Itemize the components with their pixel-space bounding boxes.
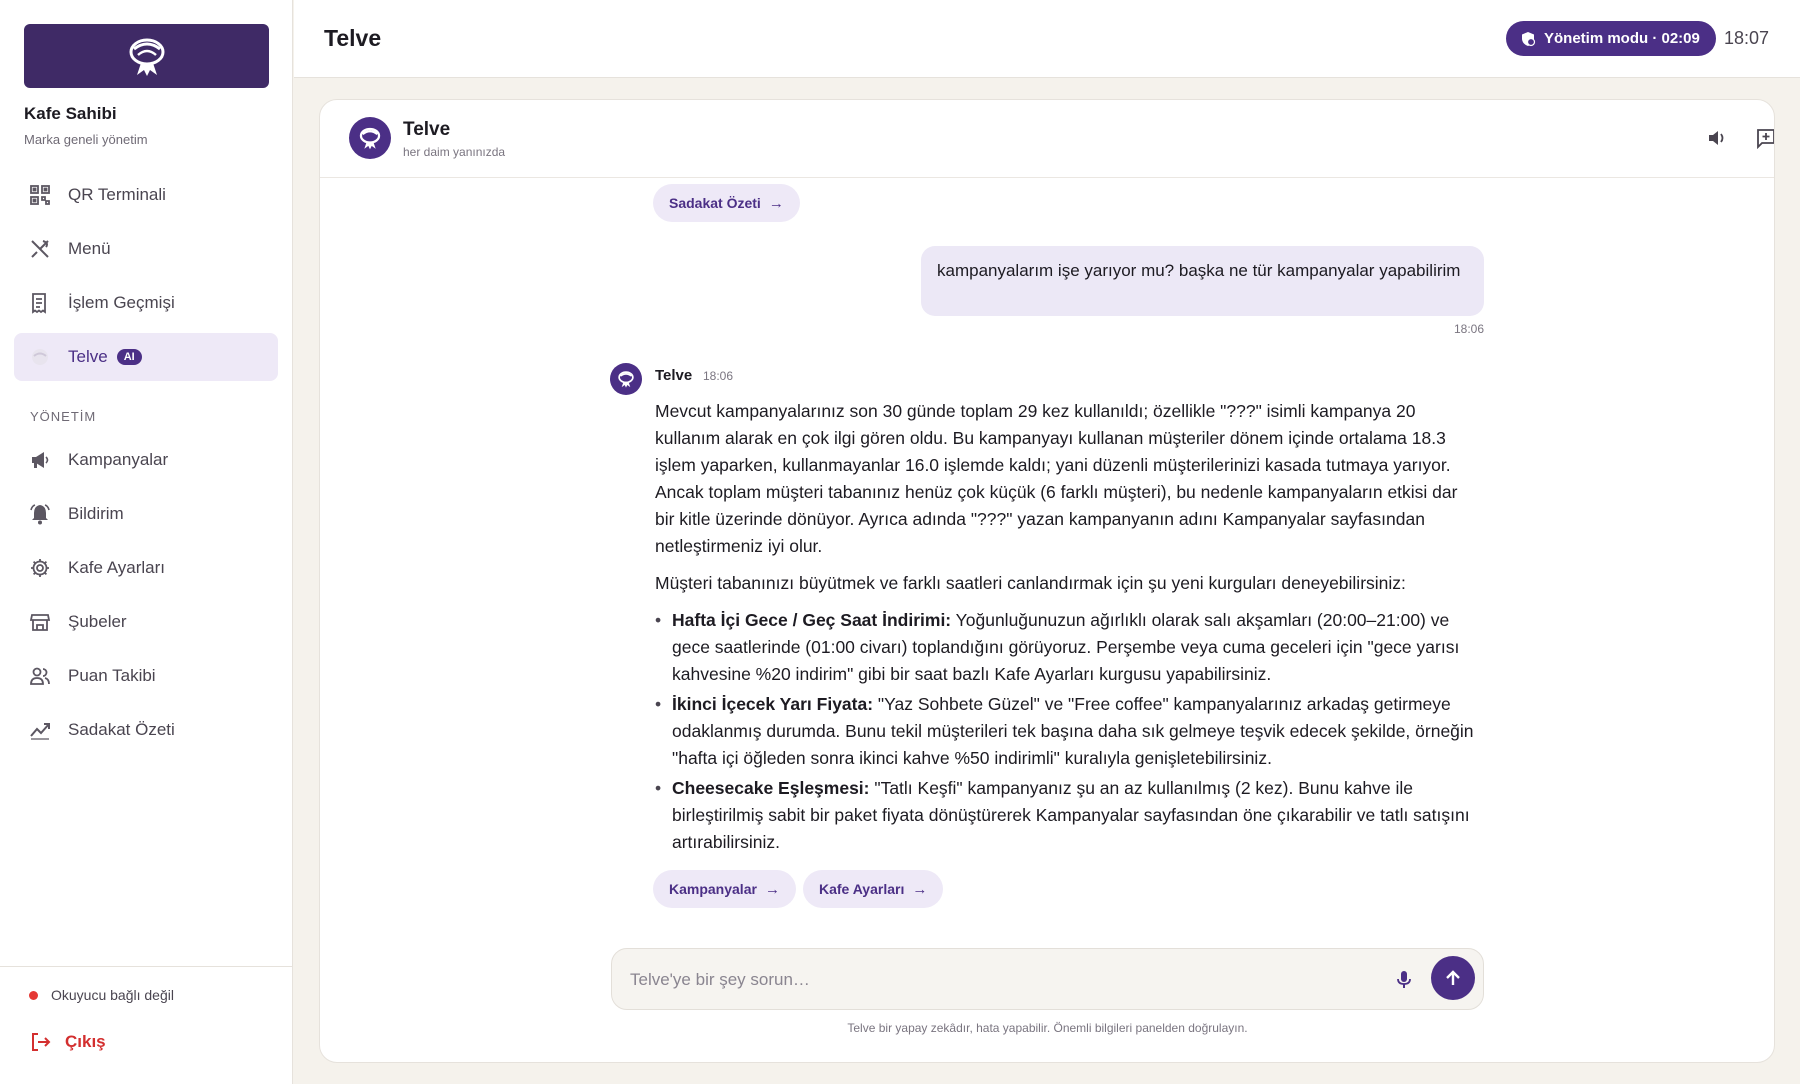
users-icon xyxy=(28,664,52,688)
brand-logo[interactable] xyxy=(24,24,269,88)
sidebar-item-islem-gecmisi[interactable] xyxy=(14,279,278,327)
list-item xyxy=(655,691,1477,772)
status-dot-icon xyxy=(29,991,38,1000)
arrow-right-icon: → xyxy=(912,880,928,898)
sidebar-item-label: Puan Takibi xyxy=(68,666,156,685)
gear-icon xyxy=(28,556,52,580)
user-message-time: 18:06 xyxy=(1453,322,1484,336)
suggestion-list xyxy=(655,607,1477,856)
telve-logo-icon xyxy=(357,126,383,150)
chat-panel xyxy=(319,99,1775,1063)
sidebar-item-label: Bildirim xyxy=(68,504,124,523)
sidebar-item-kafe-ayarlari[interactable] xyxy=(14,544,278,592)
suggestion-chip-kafe-ayarlari[interactable] xyxy=(803,870,943,908)
sidebar-item-label: Kampanyalar xyxy=(68,450,169,469)
bot-avatar xyxy=(610,363,642,395)
logout-label: Çıkış xyxy=(65,1032,106,1051)
chat-input[interactable] xyxy=(630,967,1370,993)
section-label-yonetim: YÖNETİM xyxy=(30,409,97,424)
logout-button[interactable] xyxy=(29,1031,106,1053)
arrow-right-icon: → xyxy=(764,880,780,898)
list-item-text: Yoğunluğunuzun ağırlıklı olarak salı akşamları (20:00–21:00) ve gece saatlerinde (01:00 civarı) toplandığını görüyoruz. Perşembe veya cuma geceleri için "gece yarısı kahvesine %20 indirim" gibi bir saat bazlı Kafe Ayarları kurgusu yapabilirsiniz. xyxy=(672,610,1460,684)
trend-chart-icon xyxy=(28,718,52,742)
bot-name: Telve xyxy=(403,119,451,140)
chip-label: Sadakat Özeti xyxy=(669,195,761,211)
disclaimer: Telve bir yapay zekâdır, hata yapabilir. Önemli bilgileri panelden doğrulayın. xyxy=(847,1021,1248,1035)
list-item-title: Cheesecake Eşleşmesi: xyxy=(672,778,870,798)
suggestion-chip-sadakat-ozeti[interactable] xyxy=(653,184,800,222)
sidebar-item-qr-terminali[interactable] xyxy=(14,171,278,219)
reader-status-text: Okuyucu bağlı değil xyxy=(51,987,174,1003)
sidebar-divider xyxy=(0,966,293,967)
reply-paragraph: Müşteri tabanınızı büyütmek ve farklı saatleri canlandırmak için şu yeni kurguları deneyebilirsiniz: xyxy=(655,573,1406,593)
topbar xyxy=(294,0,1800,78)
clock: 18:07 xyxy=(1724,28,1770,48)
admin-mode-badge[interactable] xyxy=(1506,21,1716,56)
megaphone-icon xyxy=(28,448,52,472)
sidebar-item-label: Menü xyxy=(68,239,111,258)
microphone-icon xyxy=(1395,970,1413,990)
bot-avatar xyxy=(349,117,391,159)
utensils-icon xyxy=(28,237,52,261)
sidebar-item-kampanyalar[interactable] xyxy=(14,436,278,484)
sidebar-item-sadakat-ozeti[interactable] xyxy=(14,706,278,754)
sidebar-item-label: QR Terminali xyxy=(68,185,166,204)
speaker-button[interactable] xyxy=(1703,124,1731,152)
shield-clock-icon xyxy=(1520,31,1536,47)
list-item-text: "Tatlı Keşfi" kampanyanız şu an az kullanılmış (2 kez). Bunu kahve ile birleştirilmiş sabit bir paket fiyata dönüştürerek Kampanyalar sayfasından öne çıkarabilir ve tatlı satışını artırabilirsiniz. xyxy=(672,778,1470,852)
telve-logo-icon xyxy=(616,370,636,388)
sidebar-item-label: Şubeler xyxy=(68,612,127,631)
chat-input-box xyxy=(611,948,1484,1010)
sidebar-item-puan-takibi[interactable] xyxy=(14,652,278,700)
mic-button[interactable] xyxy=(1389,965,1419,995)
new-chat-button[interactable] xyxy=(1752,124,1775,152)
sidebar-item-label: İşlem Geçmişi xyxy=(68,293,175,312)
speaker-icon xyxy=(1707,128,1727,148)
telve-logo-icon xyxy=(124,35,170,77)
sidebar-item-telve[interactable] xyxy=(14,333,278,381)
reply-time: 18:06 xyxy=(703,369,734,383)
telve-logo-icon xyxy=(28,345,52,369)
list-item xyxy=(655,607,1477,688)
list-item-text: "Yaz Sohbete Güzel" ve "Free coffee" kampanyalarınız arkadaş getirmeye odaklanmış durumda. Bunu tekil müşterileri tek başına daha sık gelmeye teşvik edecek şekilde, örneğin "hafta içi öğleden sonra ikinci kahve %50 indirimli" kuralıyla genişletebilirsiniz. xyxy=(672,694,1474,768)
qr-code-icon xyxy=(28,183,52,207)
list-item-title: Hafta İçi Gece / Geç Saat İndirimi: xyxy=(672,610,952,630)
sidebar-item-subeler[interactable] xyxy=(14,598,278,646)
list-item xyxy=(655,775,1477,856)
new-chat-icon xyxy=(1755,127,1775,149)
reply-paragraph: Mevcut kampanyalarınız son 30 günde toplam 29 kez kullanıldı; özellikle "???" isimli kampanya 20 kullanım alarak en çok ilgi gören oldu. Bu kampanyayı kullanan müşteriler dönem içinde ortalama 18.3 işlem yaparken, kullanmayanlar 16.0 işlemde kaldı; yani düzenli müşterilerinizi kasada tutmaya yarıyor. Ancak toplam müşteri tabanınız henüz çok küçük (6 farklı müşteri), bu nedenle kampanyaların etkisi dar bir kitle üzerinde dönüyor. Ayrıca adında "???" yazan kampanyanın adını Kampanyalar sayfasından netleştirmeniz iyi olur. xyxy=(655,401,1458,556)
suggestion-chip-kampanyalar[interactable] xyxy=(653,870,796,908)
send-button[interactable] xyxy=(1431,956,1475,1000)
user-message-bubble: kampanyalarım işe yarıyor mu? başka ne tür kampanyalar yapabilirim xyxy=(921,246,1484,316)
page-title: Telve xyxy=(324,25,382,51)
owner-subtitle: Marka geneli yönetim xyxy=(24,132,148,147)
sidebar-item-bildirim[interactable] xyxy=(14,490,278,538)
owner-name: Kafe Sahibi xyxy=(24,104,117,123)
sidebar-item-label: Telve xyxy=(68,347,108,366)
reader-status xyxy=(29,987,174,1003)
list-item-title: İkinci İçecek Yarı Fiyata: xyxy=(672,694,874,714)
chip-label: Kampanyalar xyxy=(669,881,757,897)
sidebar-item-label: Kafe Ayarları xyxy=(68,558,166,577)
chat-header xyxy=(320,100,1774,178)
bell-icon xyxy=(28,502,52,526)
arrow-right-icon: → xyxy=(768,194,784,212)
bot-tagline: her daim yanınızda xyxy=(403,145,506,159)
sidebar xyxy=(0,0,293,1084)
chip-label: Kafe Ayarları xyxy=(819,881,905,897)
sidebar-item-label: Sadakat Özeti xyxy=(68,720,175,739)
admin-mode-label: Yönetim modu · 02:09 xyxy=(1544,30,1700,47)
receipt-icon xyxy=(28,291,52,315)
reply-author: Telve xyxy=(655,367,693,384)
logout-icon xyxy=(29,1031,51,1053)
store-icon xyxy=(28,610,52,634)
sidebar-item-menu[interactable] xyxy=(14,225,278,273)
bot-reply-body xyxy=(655,398,1477,859)
ai-badge: AI xyxy=(117,349,142,365)
arrow-up-icon xyxy=(1443,968,1463,988)
